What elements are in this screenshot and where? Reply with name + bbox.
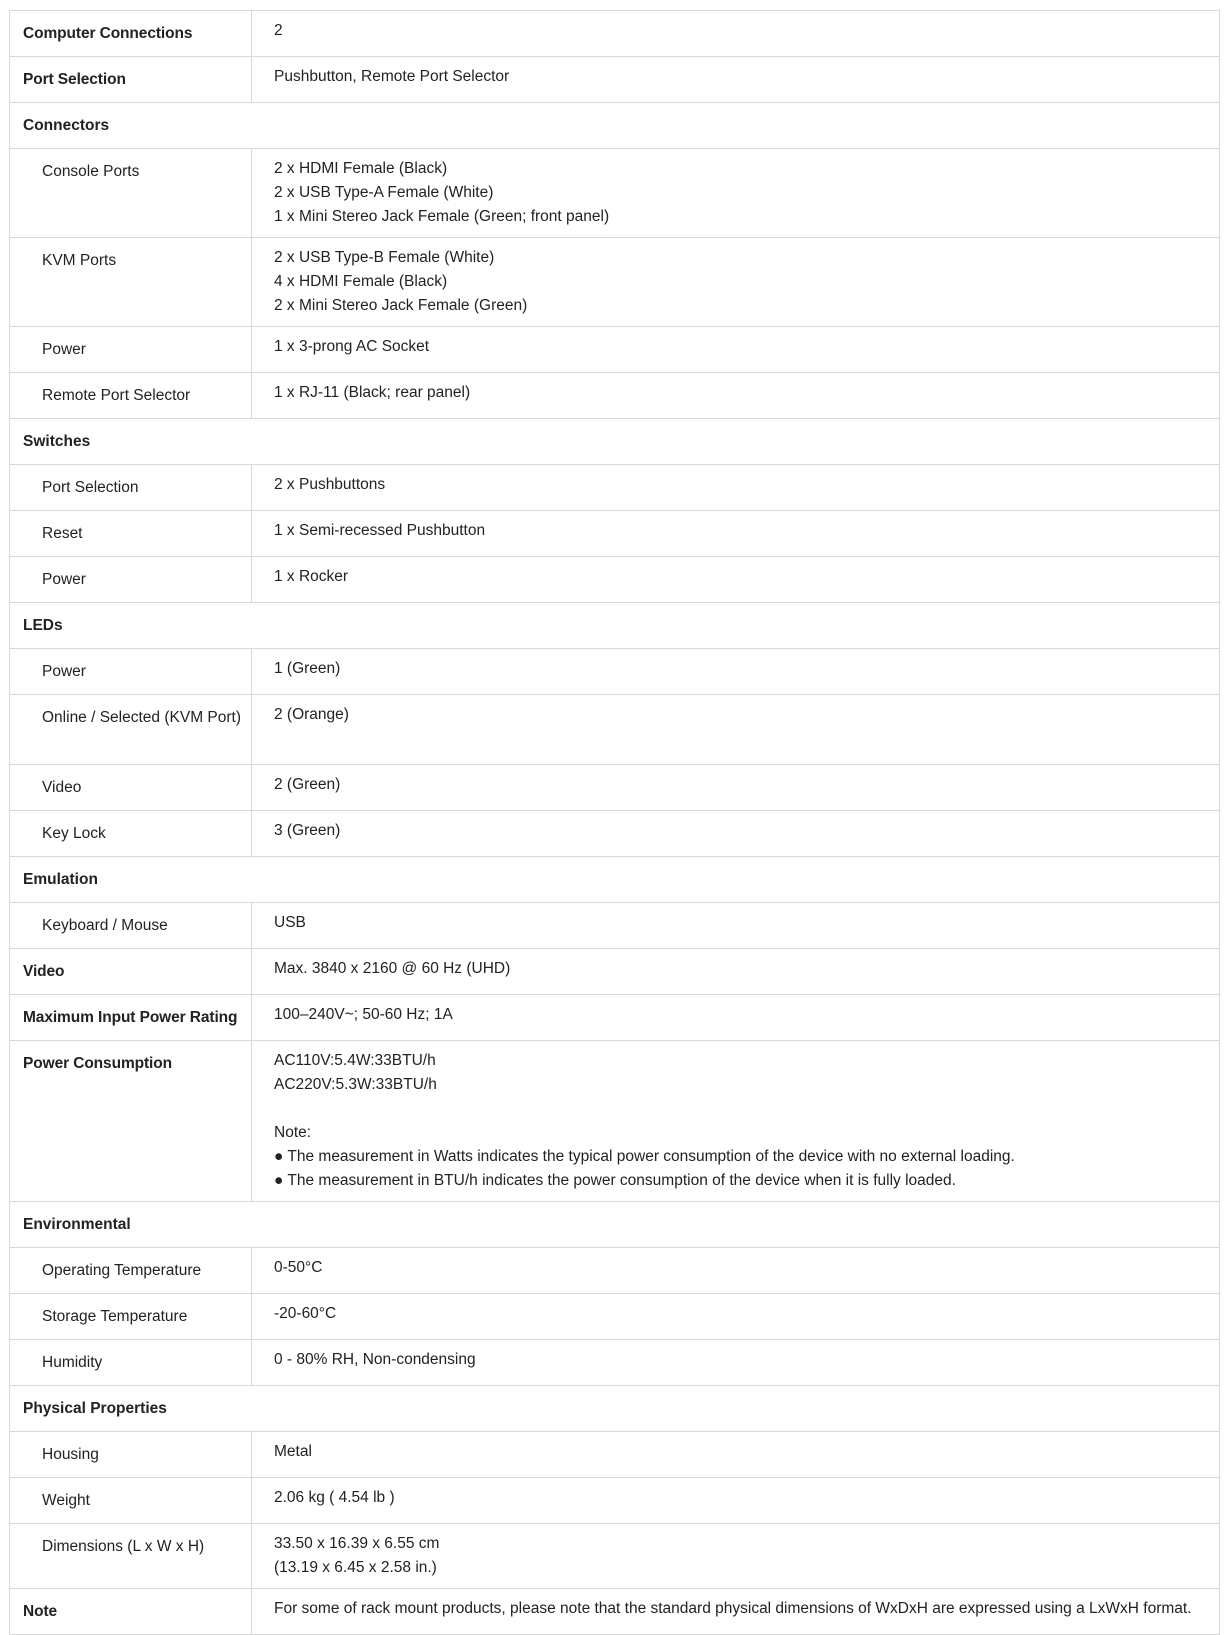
spec-section-row [10,1386,1220,1432]
spec-value-line: AC110V:5.4W:33BTU/h [274,1052,436,1069]
section-heading: LEDs [10,603,1220,649]
spec-label: Video [10,765,252,811]
spec-row [10,695,1220,765]
spec-label: Weight [10,1478,252,1524]
spec-row [10,1524,1220,1589]
spec-label: Power [10,649,252,695]
spec-value-line: 0-50°C [274,1259,323,1276]
spec-row [10,1041,1220,1202]
spec-value [252,695,1220,765]
spec-label: Console Ports [10,149,252,238]
spec-row [10,557,1220,603]
spec-value-line: 2.06 kg ( 4.54 lb ) [274,1489,395,1506]
spec-value [252,1041,1220,1202]
spec-row [10,1294,1220,1340]
spec-row [10,149,1220,238]
spec-label: Note [10,1589,252,1635]
spec-value [252,465,1220,511]
spec-value-line [274,1097,1209,1121]
spec-value-line: 0 - 80% RH, Non-condensing [274,1351,476,1368]
spec-row [10,511,1220,557]
spec-row [10,995,1220,1041]
spec-value-line: 33.50 x 16.39 x 6.55 cm [274,1535,440,1552]
spec-value [252,511,1220,557]
spec-value-line: 1 x Semi-recessed Pushbutton [274,522,486,539]
section-heading: Physical Properties [10,1386,1220,1432]
spec-value [252,649,1220,695]
spec-value [252,327,1220,373]
spec-table-body [10,11,1220,1635]
spec-value-line: 2 (Green) [274,776,341,793]
spec-section-row [10,857,1220,903]
spec-value-line: -20-60°C [274,1305,337,1322]
spec-value [252,557,1220,603]
spec-value-line: 2 (Orange) [274,706,349,723]
spec-value [252,995,1220,1041]
spec-value-line: Metal [274,1443,312,1460]
spec-row [10,903,1220,949]
spec-value-line: For some of rack mount products, please note that the standard physical dimensions of WxDxH are expressed using a LxWxH format. [274,1600,1192,1617]
spec-value-line: 1 x Mini Stereo Jack Female (Green; front panel) [274,208,610,225]
spec-row [10,1340,1220,1386]
spec-label: Port Selection [10,57,252,103]
spec-value [252,1248,1220,1294]
spec-table-container [9,10,1220,1635]
spec-value-line: 2 [274,22,283,39]
spec-row [10,373,1220,419]
spec-row [10,11,1220,57]
spec-label: Power [10,327,252,373]
spec-label: Power [10,557,252,603]
spec-label: Storage Temperature [10,1294,252,1340]
spec-section-row [10,603,1220,649]
spec-value-line: Pushbutton, Remote Port Selector [274,68,510,85]
spec-value [252,1340,1220,1386]
spec-label: Maximum Input Power Rating [10,995,252,1041]
section-heading: Emulation [10,857,1220,903]
spec-label: Reset [10,511,252,557]
spec-value [252,1589,1220,1635]
spec-value [252,1432,1220,1478]
spec-section-row [10,419,1220,465]
spec-section-row [10,1202,1220,1248]
spec-value-line: 2 x USB Type-A Female (White) [274,184,494,201]
spec-row [10,1478,1220,1524]
spec-value-line: 1 x RJ-11 (Black; rear panel) [274,384,471,401]
spec-value [252,1478,1220,1524]
spec-value-line: 2 x USB Type-B Female (White) [274,249,495,266]
spec-table [9,10,1220,1635]
spec-row [10,57,1220,103]
spec-row [10,1589,1220,1635]
spec-value-line: (13.19 x 6.45 x 2.58 in.) [274,1559,437,1576]
spec-label: Dimensions (L x W x H) [10,1524,252,1589]
spec-value-line: Max. 3840 x 2160 @ 60 Hz (UHD) [274,960,511,977]
section-heading: Environmental [10,1202,1220,1248]
spec-value-line: 4 x HDMI Female (Black) [274,273,448,290]
spec-label: Key Lock [10,811,252,857]
spec-value-line: 1 x 3-prong AC Socket [274,338,430,355]
spec-value [252,57,1220,103]
spec-value [252,1294,1220,1340]
spec-row [10,465,1220,511]
spec-value-line: 3 (Green) [274,822,341,839]
spec-value-line: 100–240V~; 50-60 Hz; 1A [274,1006,453,1023]
spec-row [10,1432,1220,1478]
spec-label: Remote Port Selector [10,373,252,419]
spec-value-line: 2 x Pushbuttons [274,476,386,493]
spec-row [10,327,1220,373]
spec-value [252,903,1220,949]
spec-row [10,811,1220,857]
spec-label: Power Consumption [10,1041,252,1202]
spec-value-line: 1 (Green) [274,660,341,677]
spec-label: Port Selection [10,465,252,511]
spec-value-line: 1 x Rocker [274,568,349,585]
spec-label: Operating Temperature [10,1248,252,1294]
spec-row [10,765,1220,811]
spec-value [252,949,1220,995]
spec-label: Computer Connections [10,11,252,57]
spec-value-line: 2 x HDMI Female (Black) [274,160,448,177]
spec-label: KVM Ports [10,238,252,327]
spec-value-line: AC220V:5.3W:33BTU/h [274,1076,437,1093]
spec-value-line: 2 x Mini Stereo Jack Female (Green) [274,297,528,314]
spec-row [10,238,1220,327]
spec-label: Video [10,949,252,995]
spec-value [252,765,1220,811]
spec-value-line: ● The measurement in BTU/h indicates the power consumption of the device when it is fully loaded. [274,1172,956,1189]
spec-value-line: USB [274,914,306,931]
spec-value-line: ● The measurement in Watts indicates the typical power consumption of the device with no external loading. [274,1148,1015,1165]
spec-label: Online / Selected (KVM Port) [10,695,252,765]
spec-value [252,373,1220,419]
spec-label: Keyboard / Mouse [10,903,252,949]
spec-label: Humidity [10,1340,252,1386]
spec-row [10,949,1220,995]
section-heading: Switches [10,419,1220,465]
spec-row [10,649,1220,695]
spec-value [252,811,1220,857]
spec-value-line: Note: [274,1124,312,1141]
section-heading: Connectors [10,103,1220,149]
spec-value [252,238,1220,327]
spec-value [252,1524,1220,1589]
spec-value [252,149,1220,238]
spec-value [252,11,1220,57]
spec-row [10,1248,1220,1294]
spec-label: Housing [10,1432,252,1478]
spec-section-row [10,103,1220,149]
